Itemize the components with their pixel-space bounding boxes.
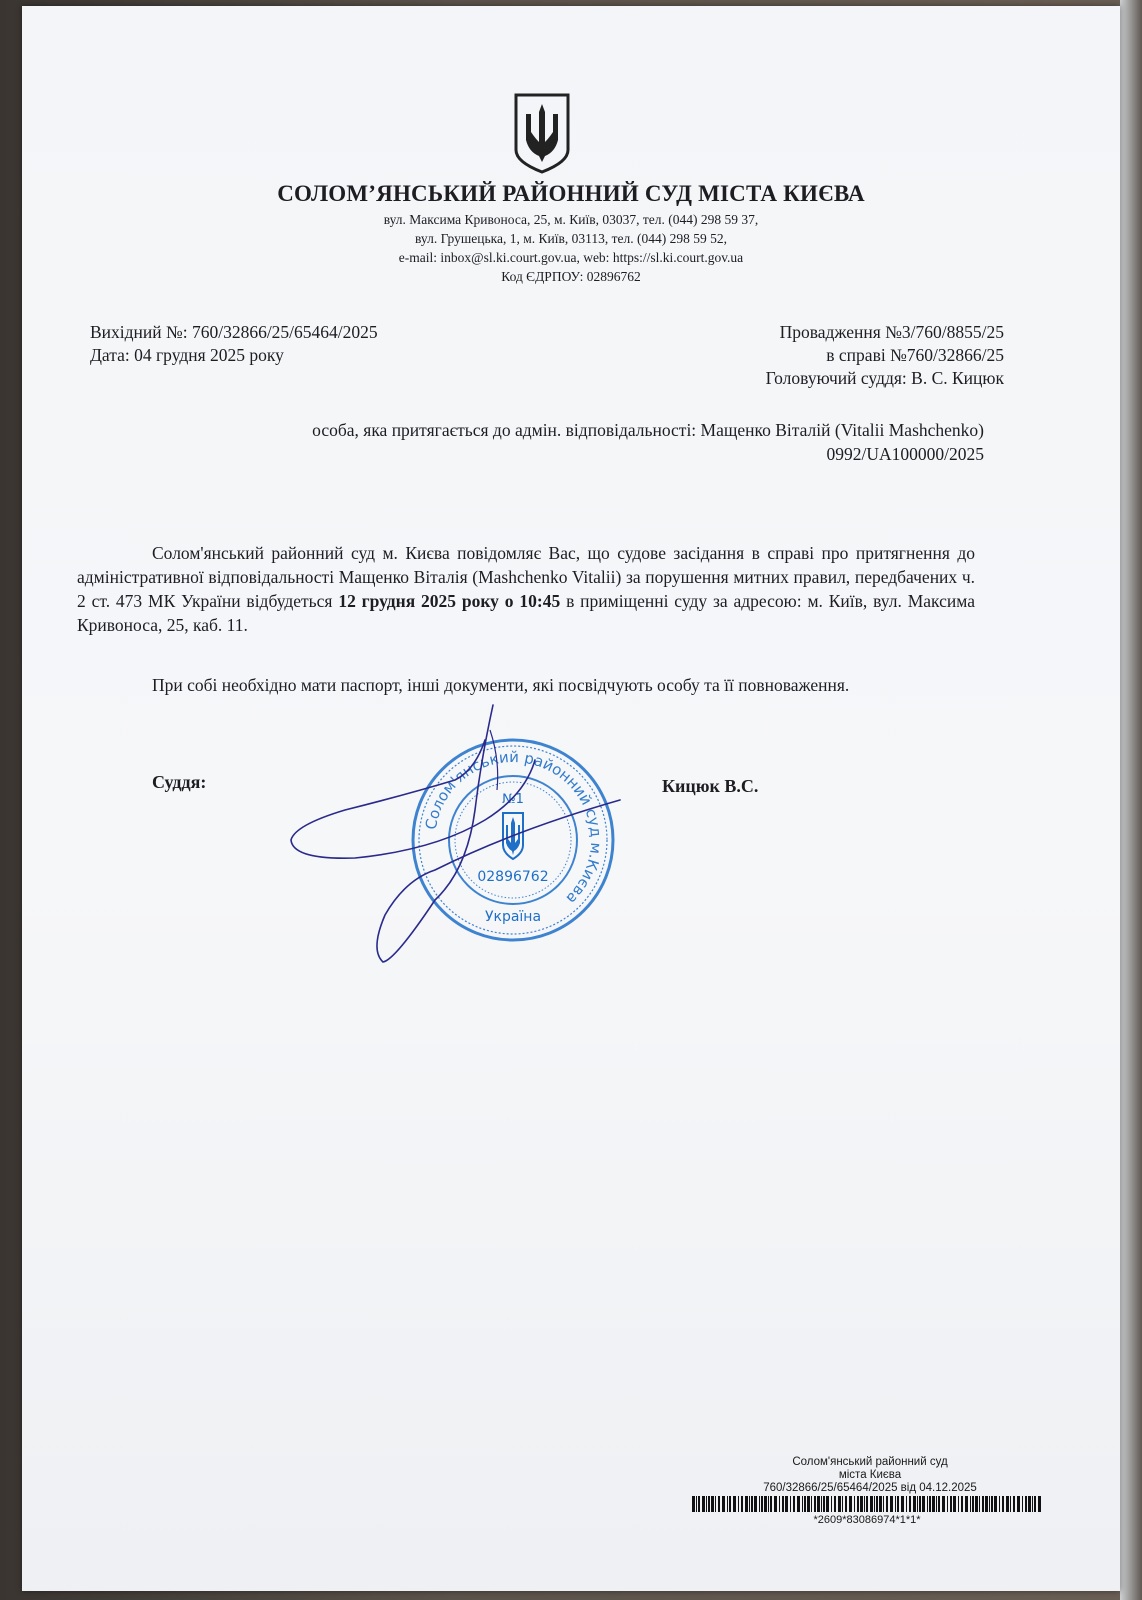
barcode-bar <box>845 1496 847 1512</box>
barcode-bar <box>1022 1496 1023 1512</box>
barcode-bar <box>849 1496 852 1512</box>
barcode-bar <box>741 1496 743 1512</box>
person-block <box>312 418 984 466</box>
barcode-bar <box>886 1496 888 1512</box>
barcode-bar <box>989 1496 990 1512</box>
documents-paragraph <box>77 673 975 697</box>
barcode-bar <box>897 1496 899 1512</box>
barcode-bar <box>770 1496 772 1512</box>
case-meta <box>766 321 1004 390</box>
barcode-bar <box>864 1496 865 1512</box>
barcode-bar <box>821 1496 822 1512</box>
outgoing-number: Вихідний №: 760/32866/25/65464/2025 <box>90 322 378 342</box>
barcode-bar <box>782 1496 784 1512</box>
barcode-bar <box>761 1496 763 1512</box>
barcode <box>692 1496 1042 1512</box>
coat-of-arms-icon <box>513 92 571 174</box>
barcode-bar <box>706 1496 707 1512</box>
barcode-bar <box>932 1496 935 1512</box>
barcode-bar <box>817 1496 820 1512</box>
barcode-bar <box>994 1496 997 1512</box>
barcode-bar <box>961 1496 963 1512</box>
barcode-bar <box>970 1496 971 1512</box>
barcode-bar <box>751 1496 753 1512</box>
barcode-bar <box>715 1496 716 1512</box>
judge-name: Кицюк В.С. <box>662 776 759 796</box>
barcode-bar <box>857 1496 859 1512</box>
stamp-ring-text: Солом'янський районний суд м.Києва <box>421 747 606 908</box>
registration-block <box>692 1456 1048 1495</box>
barcode-bar <box>958 1496 959 1512</box>
barcode-bar <box>883 1496 884 1512</box>
barcode-bar <box>936 1496 937 1512</box>
documents-text: При собі необхідно мати паспорт, інші документи, які посвідчують особу та її повноваження. <box>152 675 850 695</box>
barcode-bar <box>972 1496 974 1512</box>
barcode-bar <box>895 1496 896 1512</box>
barcode-bar <box>929 1496 931 1512</box>
barcode-bar <box>826 1496 829 1512</box>
person-name-line: особа, яка притягається до адмін. відповідальності: Мащенко Віталій (Vitalii Mashchenko) <box>312 420 984 440</box>
court-name: СОЛОМ’ЯНСЬКИЙ РАЙОННИЙ СУД МІСТА КИЄВА <box>277 181 865 206</box>
document-date: Дата: 04 грудня 2025 року <box>90 345 284 365</box>
barcode-bar <box>764 1496 767 1512</box>
barcode-bar <box>854 1496 855 1512</box>
barcode-bar <box>917 1496 918 1512</box>
barcode-bar <box>727 1496 728 1512</box>
barcode-bar <box>1028 1496 1031 1512</box>
barcode-bar <box>738 1496 739 1512</box>
barcode-bar <box>876 1496 878 1512</box>
barcode-bar <box>811 1496 812 1512</box>
barcode-bar <box>979 1496 980 1512</box>
barcode-bar <box>834 1496 836 1512</box>
registration-court-1: Солом'янський районний суд <box>792 1456 948 1468</box>
notice-text-start: Солом'янський районний суд м. Києва повідомляє Вас, що судове засідання в справі про притягнення до адміністративної відповідальності Мащенко Віталія (Mashchenko Vitalii) за порушення митних правил, передбачених ч. 2 ст. 473 МК України відбудеться <box>77 543 975 611</box>
case-number: в справі №760/32866/25 <box>826 345 1004 365</box>
barcode-bar <box>913 1496 916 1512</box>
registration-court-2: міста Києва <box>838 1469 902 1481</box>
barcode-bar <box>696 1496 697 1512</box>
barcode-bar <box>890 1496 893 1512</box>
barcode-bar <box>1032 1496 1033 1512</box>
presiding-judge: Головуючий суддя: В. С. Кицюк <box>765 368 1004 388</box>
barcode-bar <box>938 1496 940 1512</box>
court-edrpou: Код ЄДРПОУ: 02896762 <box>501 269 641 284</box>
barcode-bar <box>1013 1496 1015 1512</box>
barcode-bar <box>754 1496 757 1512</box>
barcode-bar <box>906 1496 907 1512</box>
barcode-bar <box>729 1496 731 1512</box>
court-address-1: вул. Максима Кривоноса, 25, м. Київ, 03037, тел. (044) 298 59 37, <box>383 212 759 227</box>
barcode-bar <box>901 1496 904 1512</box>
barcode-bar <box>708 1496 710 1512</box>
judge-signature <box>285 700 665 970</box>
registration-number: 760/32866/25/65464/2025 від 04.12.2025 <box>763 1482 977 1494</box>
court-address-2: вул. Грушецька, 1, м. Київ, 03113, тел. (044) 298 59 52, <box>415 231 727 246</box>
barcode-bar <box>870 1496 873 1512</box>
barcode-bar <box>1002 1496 1004 1512</box>
barcode-bar <box>745 1496 748 1512</box>
barcode-bar <box>1010 1496 1011 1512</box>
barcode-bar <box>768 1496 769 1512</box>
barcode-bar <box>999 1496 1000 1512</box>
barcode-bar <box>985 1496 988 1512</box>
barcode-bar <box>749 1496 750 1512</box>
stamp-code: 02896762 <box>477 869 549 885</box>
barcode-text: *2609*83086974*1*1* <box>813 1514 921 1526</box>
barcode-bar <box>698 1496 700 1512</box>
barcode-bar <box>1038 1496 1041 1512</box>
barcode-bar <box>722 1496 725 1512</box>
barcode-bar <box>922 1496 925 1512</box>
barcode-bar <box>692 1496 695 1512</box>
barcode-bar <box>790 1496 791 1512</box>
barcode-bar <box>1025 1496 1027 1512</box>
proceeding-number: Провадження №3/760/8855/25 <box>779 322 1004 342</box>
hearing-datetime: 12 грудня 2025 року о 10:45 <box>338 591 561 611</box>
barcode-bar <box>785 1496 788 1512</box>
barcode-bar <box>1006 1496 1009 1512</box>
barcode-bar <box>950 1496 952 1512</box>
barcode-bar <box>793 1496 795 1512</box>
barcode-bar <box>797 1496 800 1512</box>
barcode-bar <box>823 1496 825 1512</box>
barcode-bar <box>1034 1496 1036 1512</box>
barcode-bar <box>953 1496 956 1512</box>
barcode-bar <box>874 1496 875 1512</box>
notice-text-end: в приміщенні суду за адресою: м. Київ, вул. Максима Кривоноса, 25, каб. 11. <box>77 591 975 635</box>
barcode-bar <box>814 1496 816 1512</box>
barcode-bar <box>879 1496 882 1512</box>
barcode-bar <box>919 1496 921 1512</box>
notice-paragraph <box>77 541 975 637</box>
barcode-bar <box>718 1496 720 1512</box>
barcode-bar <box>965 1496 968 1512</box>
barcode-bar <box>779 1496 780 1512</box>
barcode-bar <box>866 1496 868 1512</box>
barcode-bar <box>733 1496 736 1512</box>
barcode-bar <box>842 1496 843 1512</box>
barcode-bar <box>927 1496 928 1512</box>
barcode-bar <box>1017 1496 1020 1512</box>
barcode-bar <box>838 1496 841 1512</box>
court-contacts: e-mail: inbox@sl.ki.court.gov.ua, web: https://sl.ki.court.gov.ua <box>398 250 744 265</box>
barcode-bar <box>702 1496 705 1512</box>
judge-label: Суддя: <box>152 772 207 792</box>
barcode-bar <box>991 1496 993 1512</box>
barcode-bar <box>982 1496 984 1512</box>
barcode-bar <box>975 1496 978 1512</box>
barcode-bar <box>947 1496 948 1512</box>
barcode-bar <box>860 1496 863 1512</box>
barcode-bar <box>759 1496 760 1512</box>
barcode-bar <box>942 1496 945 1512</box>
barcode-bar <box>711 1496 714 1512</box>
barcode-bar <box>804 1496 806 1512</box>
barcode-bar <box>831 1496 832 1512</box>
barcode-bar <box>802 1496 803 1512</box>
person-id-line: 0992/UA100000/2025 <box>826 444 984 464</box>
barcode-bar <box>909 1496 911 1512</box>
stamp-number: №1 <box>502 792 524 807</box>
barcode-bar <box>807 1496 810 1512</box>
outgoing-meta <box>90 321 378 367</box>
barcode-bar <box>774 1496 777 1512</box>
stamp-country: Україна <box>484 909 542 925</box>
